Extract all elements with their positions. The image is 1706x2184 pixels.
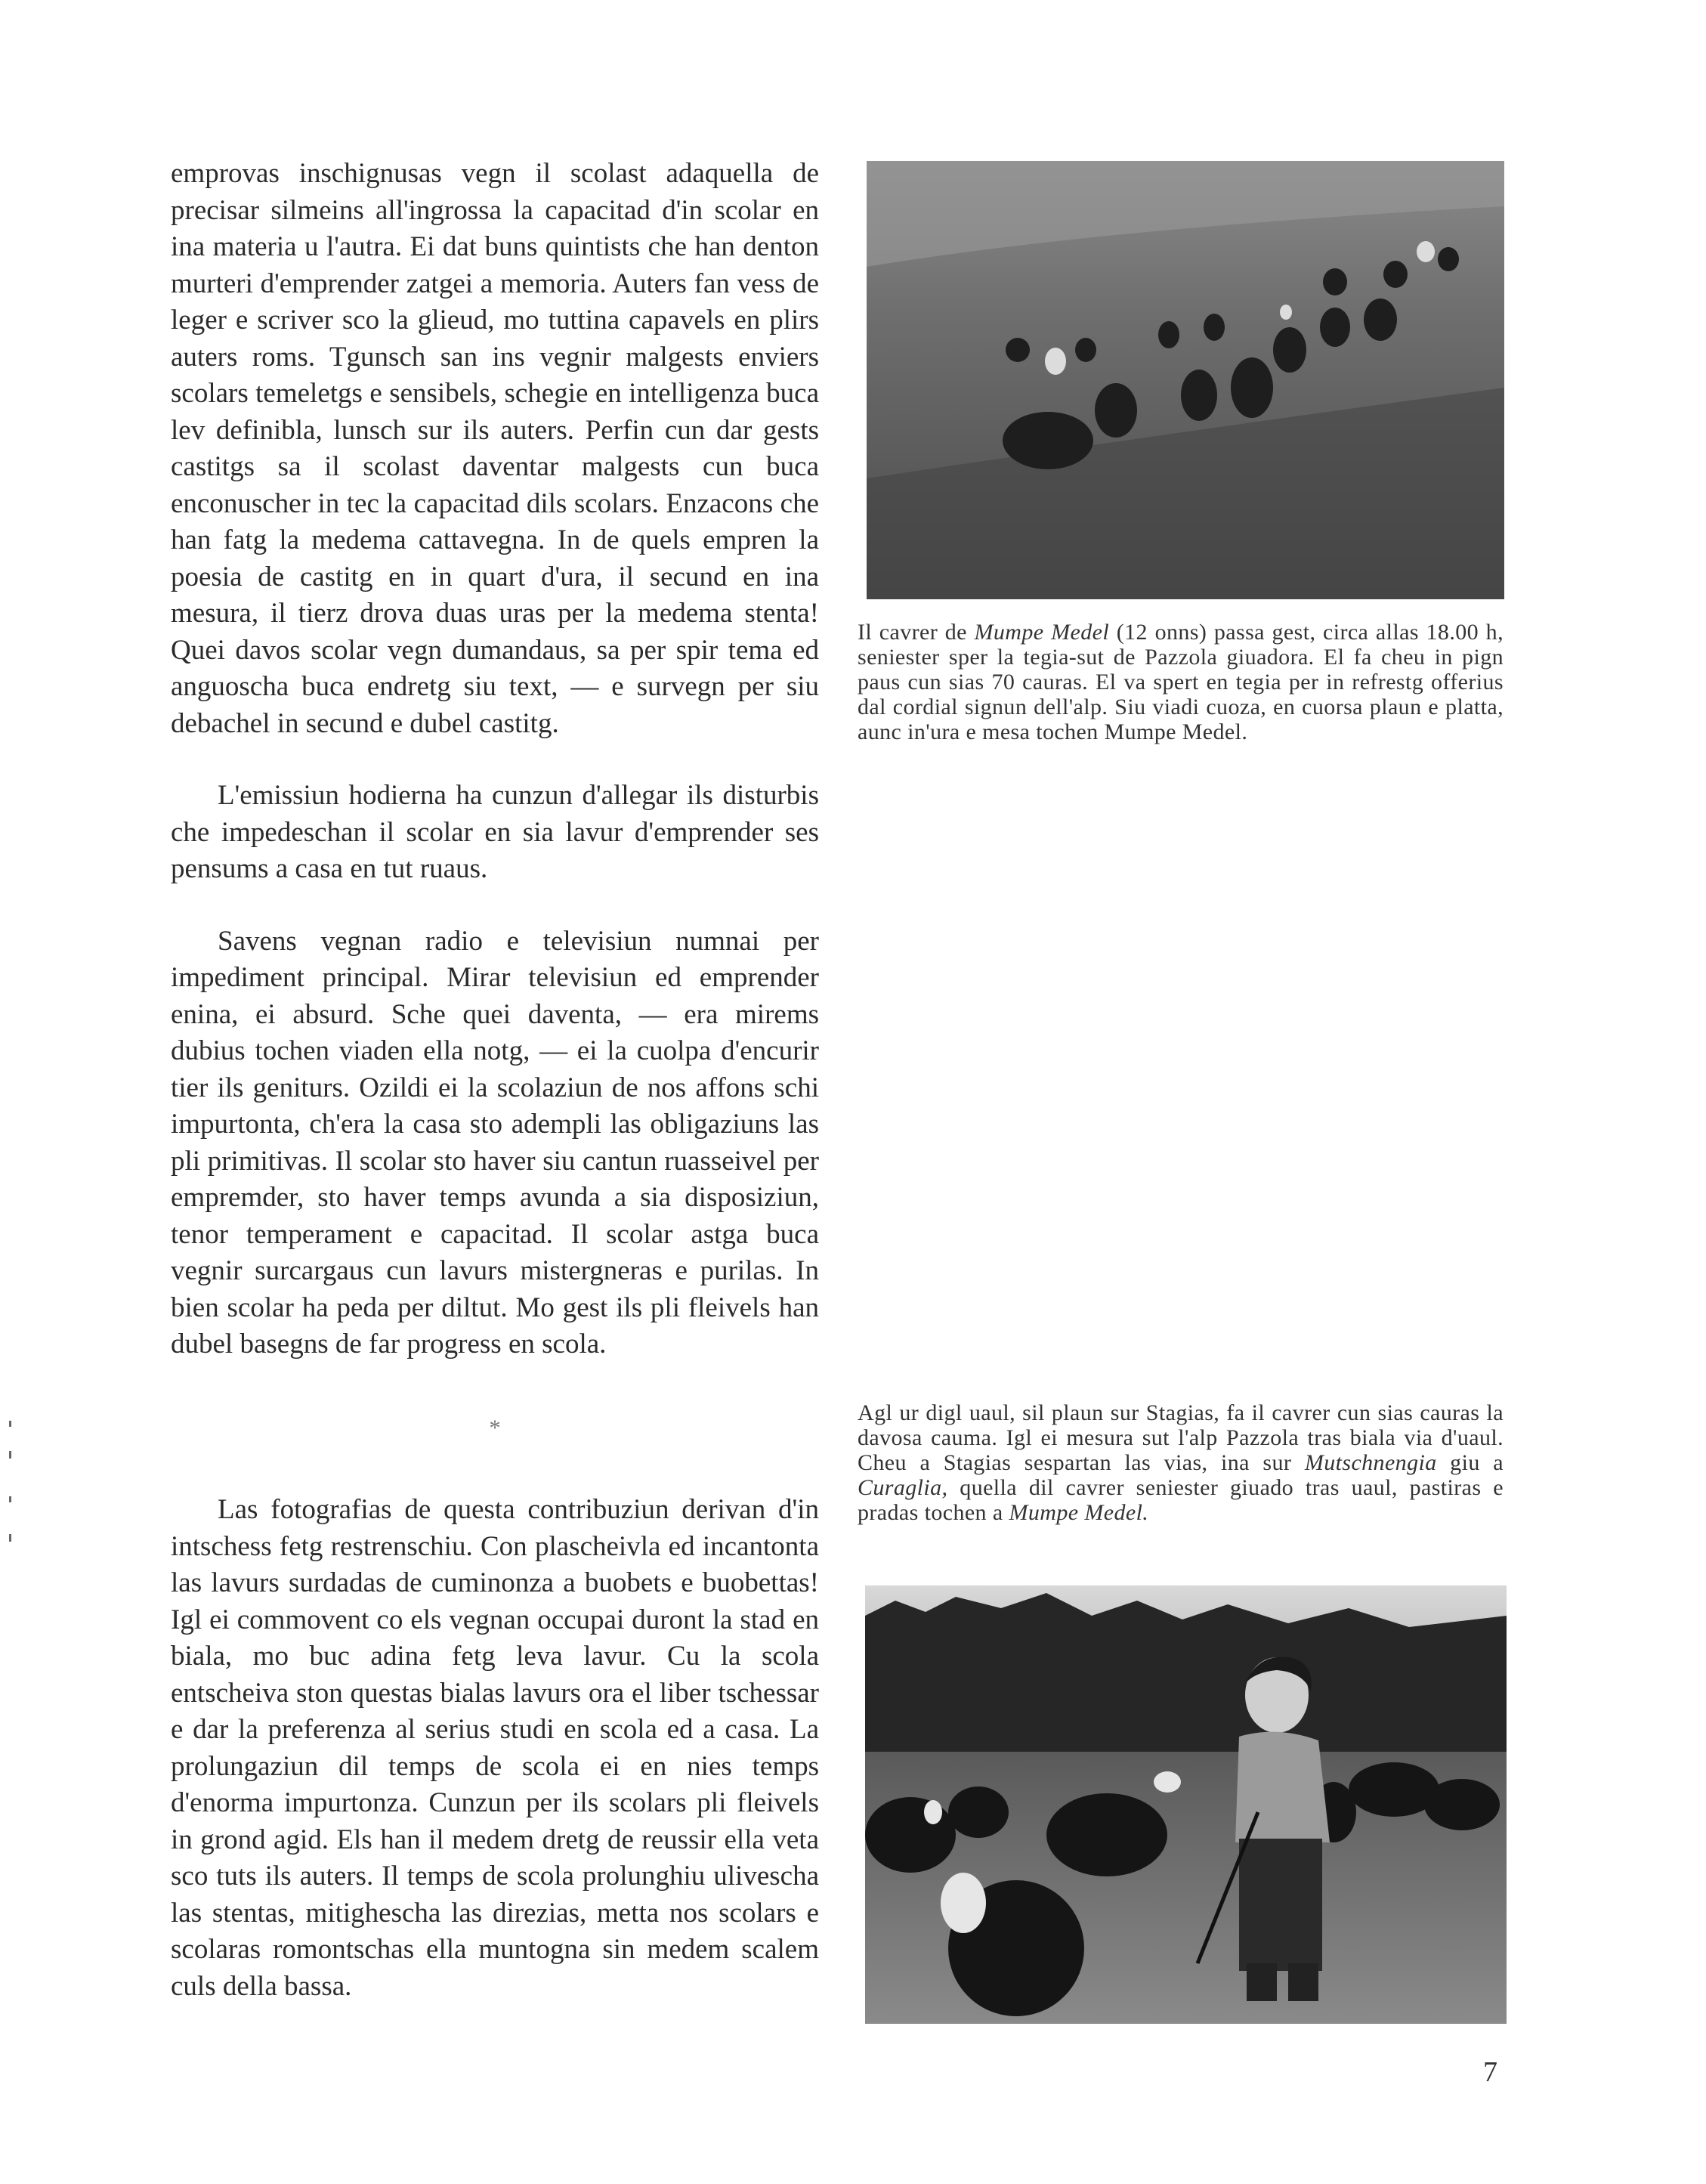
place-name: Mutschnengia	[1304, 1450, 1437, 1475]
place-name: Mumpe Medel	[974, 620, 1110, 645]
goat-photo-caption: Il cavrer de Mumpe Medel (12 onns) passa gest, circa allas 18.00 h, seniester sper la tegia-sut de Pazzola giuadora. El fa cheu in pign paus cun sias 70 cauras. El va spert en tegia per in refrestg offerius dal cordial signun dell'alp. Siu viadi cuoza, en cuorsa plaun e platta, aunc in'ura e mesa tochen Mumpe Medel.	[858, 620, 1504, 744]
scan-margin-marks	[6, 1421, 14, 1557]
boy-photo-caption: Agl ur digl uaul, sil plaun sur Stagias, fa il cavrer cun sias cauras la davosa cauma. Igl ei mesura sut l'alp Pazzola tras biala via d'uaul. Cheu a Stagias sespartan las vias, ina sur Mutschnengia giu a Curaglia, quella dil cavrer seniester giuado tras uaul, pastiras e pradas tochen a Mumpe Medel.	[858, 1400, 1504, 1525]
goat-herd-image	[867, 161, 1504, 599]
place-name: Curaglia,	[858, 1475, 948, 1500]
page-number: 7	[1483, 2056, 1497, 2088]
paragraph-1: emprovas inschignusas vegn il scolast adaquella de precisar silmeins all'ingrossa la capacitad d'in scolar en ina materia u l'autra. Ei dat buns quintists che han denton murteri d'emprender zatgei a memoria. Auters fan vess de leger e scriver sco la glieud, mo tuttina capavels en plirs auters roms. Tgunsch san ins vegnir malgests enviers scolars temeletgs e sensibels, schegie en intelligenza buca lev definibla, lunsch sur ils auters. Perfin cun dar gests castitgs sa il scolast daventar malgests cun buca enconuscher in tec la capacitad dils scolars. Enzacons che han fatg la medema cattavegna. In de quels empren la poesia de castitg en in quart d'ura, il secund en ina mesura, il tierz drova duas uras per la medema stenta! Quei davos scolar vegn dumandaus, sa per spir tema ed anguoscha buca endretg siu text, — e survegn per siu debachel in secund e dubel castitg.	[171, 158, 819, 739]
place-name: Mumpe Medel.	[1009, 1500, 1149, 1525]
paragraph-3: Savens vegnan radio e televisiun numnai per impediment principal. Mirar televisiun ed emprender enina, ei absurd. Sche quei daventa, — era mirems dubius tochen viaden ella notg, — ei la cuolpa d'encurir tier ils geniturs. Ozildi ei la scolaziun de nos affons schi impurtonta, ch'era la casa sto adempli las obligaziuns las pli primitivas. Il scolar sto haver siu cantun ruasseivel per empremder, sto haver temps avunda a sia disposiziun, tenor temperament e capacitad. Il scolar astga buca vegnir surcargaus cun lavurs mistergneras e purilas. In bien scolar ha peda per diltut. Mo gest ils pli fleivels han dubel basegns de far progress en scola.	[171, 925, 819, 1360]
section-divider-asterisk: *	[489, 1415, 501, 1440]
goat-herd-photo	[867, 161, 1504, 599]
goatherd-boy-photo	[865, 1585, 1507, 2024]
paragraph-4: Las fotografias de questa contribuziun derivan d'in intschess fetg restrenschiu. Con plascheivla ed incantonta las lavurs surdadas de cuminonza a buobets e buobettas! Igl ei commovent co els vegnan occupai duront la stad en biala, mo buc adina fetg leva lavur. Cu la scola entscheiva ston questas bialas lavurs ora el liber tschessar e dar la preferenza al serius studi en scola ed a casa. La prolungaziun dil temps de scola ei en nies temps d'enorma impurtonza. Cunzun per ils scolars pli fleivels in grond agid. Els han il medem dretg de reussir ella veta sco tuts ils auters. Il temps de scola prolunghiu ulivescha las stentas, mitighescha las direzias, metta nos scolars e scolaras romontschas ella muntogna sin medem scalem culs della bassa.	[171, 1494, 819, 2002]
paragraph-2: L'emissiun hodierna ha cunzun d'allegar ils disturbis che impedeschan il scolar en sia lavur d'emprender ses pensums a casa en tut ruaus.	[171, 780, 819, 884]
left-text-column	[171, 156, 819, 2005]
goatherd-boy-image	[865, 1585, 1507, 2024]
